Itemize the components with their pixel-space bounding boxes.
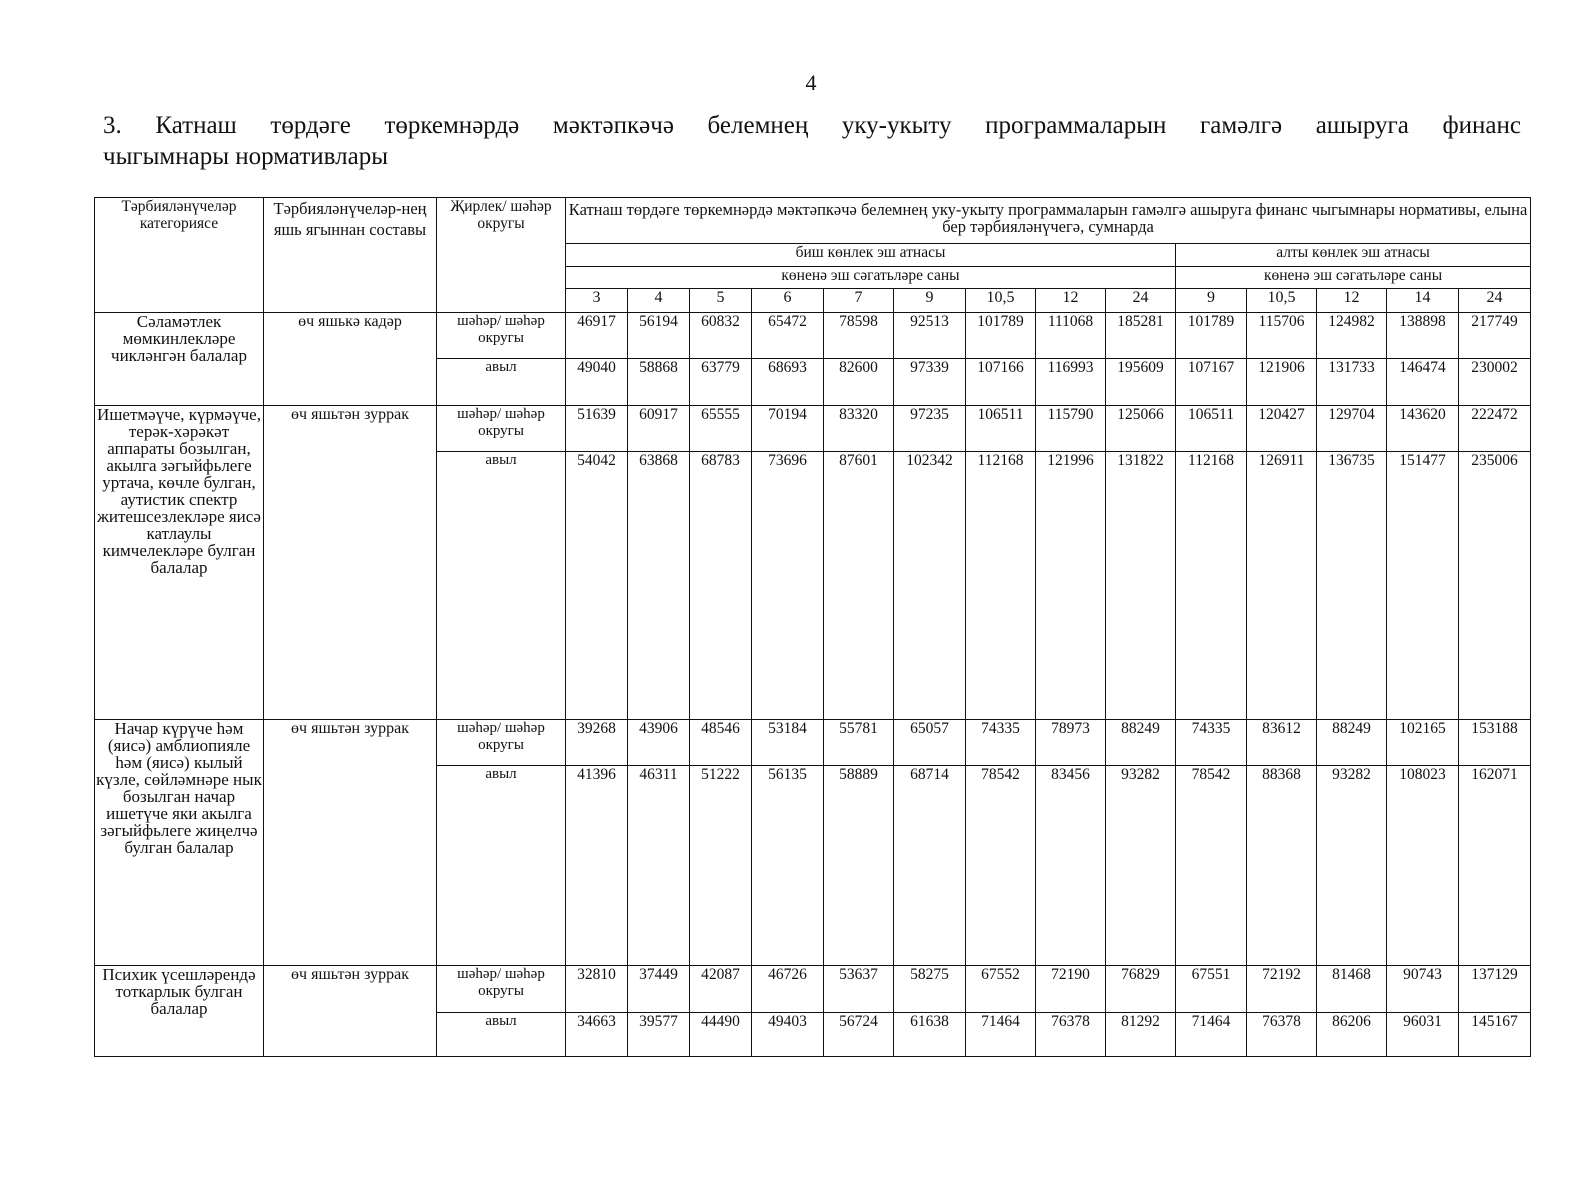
value-cell: 76378	[1036, 1012, 1106, 1056]
value-cell: 78598	[824, 313, 894, 359]
value-cell: 121996	[1036, 452, 1106, 719]
value-cell: 71464	[1176, 1012, 1247, 1056]
value-cell: 136735	[1317, 452, 1387, 719]
value-cell: 44490	[690, 1012, 752, 1056]
value-cell: 72192	[1247, 966, 1317, 1012]
value-cell: 68783	[690, 452, 752, 719]
hours-6-col: 24	[1459, 288, 1531, 312]
value-cell: 92513	[894, 313, 966, 359]
value-cell: 42087	[690, 966, 752, 1012]
value-cell: 39268	[566, 719, 628, 765]
hours-6-col: 12	[1317, 288, 1387, 312]
header-settlement: Җирлек/ шәһәр округы	[437, 198, 566, 313]
value-cell: 76378	[1247, 1012, 1317, 1056]
value-cell: 129704	[1317, 405, 1387, 451]
value-cell: 90743	[1387, 966, 1459, 1012]
finance-norms-table	[94, 197, 1531, 1057]
value-cell: 96031	[1387, 1012, 1459, 1056]
value-cell: 101789	[1176, 313, 1247, 359]
settlement-cell: авыл	[437, 766, 566, 966]
header-five-day: биш көнлек эш атнасы	[566, 244, 1176, 266]
value-cell: 51222	[690, 766, 752, 966]
value-cell: 53184	[752, 719, 824, 765]
value-cell: 56135	[752, 766, 824, 966]
document-heading-line-2: чыгымнары нормативлары	[103, 143, 389, 170]
value-cell: 68693	[752, 359, 824, 405]
value-cell: 76829	[1106, 966, 1176, 1012]
hours-5-col: 3	[566, 288, 628, 312]
value-cell: 58275	[894, 966, 966, 1012]
value-cell: 235006	[1459, 452, 1531, 719]
value-cell: 74335	[966, 719, 1036, 765]
settlement-cell: авыл	[437, 359, 566, 405]
value-cell: 111068	[1036, 313, 1106, 359]
value-cell: 106511	[966, 405, 1036, 451]
table-row	[95, 405, 1531, 451]
value-cell: 102165	[1387, 719, 1459, 765]
header-category: Тәрбияләнүчеләр категориясе	[95, 198, 264, 313]
value-cell: 53637	[824, 966, 894, 1012]
value-cell: 41396	[566, 766, 628, 966]
category-cell: Начар күрүче һәм (яисә) амблиопияле һәм (яисә) кылый күзле, сөйләмнәре нык бозылган начар ишетүче яки акылга зәгыйфьлеге жиңелчә булган балалар	[95, 719, 264, 965]
document-heading-line-1: 3. Катнаш төрдәге төркемнәрдә мәктәпкәчә белемнең уку-укыту программаларын гамәлгә ашыруга финанс	[103, 112, 1521, 139]
value-cell: 60832	[690, 313, 752, 359]
value-cell: 34663	[566, 1012, 628, 1056]
value-cell: 58889	[824, 766, 894, 966]
settlement-cell: шәһәр/ шәһәр округы	[437, 405, 566, 451]
settlement-cell: шәһәр/ шәһәр округы	[437, 313, 566, 359]
age-cell: өч яшьтән зуррак	[264, 719, 437, 965]
value-cell: 49403	[752, 1012, 824, 1056]
value-cell: 145167	[1459, 1012, 1531, 1056]
value-cell: 48546	[690, 719, 752, 765]
header-main: Катнаш төрдәге төркемнәрдә мәктәпкәчә белемнең уку-укыту программаларын гамәлгә ашыруга финанс чыгымнары нормативы, елына бер тәрбияләнүчегә, сумнарда	[566, 198, 1531, 244]
value-cell: 93282	[1317, 766, 1387, 966]
value-cell: 126911	[1247, 452, 1317, 719]
age-cell: өч яшькә кадәр	[264, 313, 437, 406]
value-cell: 195609	[1106, 359, 1176, 405]
value-cell: 185281	[1106, 313, 1176, 359]
value-cell: 63779	[690, 359, 752, 405]
value-cell: 56724	[824, 1012, 894, 1056]
hours-5-col: 6	[752, 288, 824, 312]
category-cell: Психик үсешләрендә тоткарлык булган балалар	[95, 966, 264, 1057]
settlement-cell: шәһәр/ шәһәр округы	[437, 966, 566, 1012]
value-cell: 93282	[1106, 766, 1176, 966]
header-hours-label-5: көненә эш сәгатьләре саны	[566, 266, 1176, 288]
value-cell: 112168	[1176, 452, 1247, 719]
settlement-cell: шәһәр/ шәһәр округы	[437, 719, 566, 765]
value-cell: 108023	[1387, 766, 1459, 966]
value-cell: 137129	[1459, 966, 1531, 1012]
value-cell: 51639	[566, 405, 628, 451]
hours-5-col: 9	[894, 288, 966, 312]
value-cell: 151477	[1387, 452, 1459, 719]
value-cell: 120427	[1247, 405, 1317, 451]
value-cell: 65555	[690, 405, 752, 451]
hours-5-col: 12	[1036, 288, 1106, 312]
value-cell: 143620	[1387, 405, 1459, 451]
value-cell: 67551	[1176, 966, 1247, 1012]
value-cell: 88249	[1317, 719, 1387, 765]
value-cell: 162071	[1459, 766, 1531, 966]
table-row	[95, 966, 1531, 1012]
value-cell: 83612	[1247, 719, 1317, 765]
value-cell: 43906	[628, 719, 690, 765]
value-cell: 131733	[1317, 359, 1387, 405]
value-cell: 86206	[1317, 1012, 1387, 1056]
value-cell: 131822	[1106, 452, 1176, 719]
value-cell: 222472	[1459, 405, 1531, 451]
value-cell: 73696	[752, 452, 824, 719]
value-cell: 68714	[894, 766, 966, 966]
value-cell: 74335	[1176, 719, 1247, 765]
value-cell: 56194	[628, 313, 690, 359]
value-cell: 60917	[628, 405, 690, 451]
hours-5-col: 5	[690, 288, 752, 312]
value-cell: 55781	[824, 719, 894, 765]
value-cell: 115706	[1247, 313, 1317, 359]
settlement-cell: авыл	[437, 452, 566, 719]
value-cell: 101789	[966, 313, 1036, 359]
value-cell: 72190	[1036, 966, 1106, 1012]
value-cell: 37449	[628, 966, 690, 1012]
value-cell: 138898	[1387, 313, 1459, 359]
category-cell: Сәламәтлек мөмкинлекләре чикләнгән балалар	[95, 313, 264, 406]
age-cell: өч яшьтән зуррак	[264, 966, 437, 1057]
value-cell: 71464	[966, 1012, 1036, 1056]
value-cell: 88249	[1106, 719, 1176, 765]
value-cell: 102342	[894, 452, 966, 719]
value-cell: 70194	[752, 405, 824, 451]
value-cell: 82600	[824, 359, 894, 405]
header-hours-label-6: көненә эш сәгатьләре саны	[1176, 266, 1531, 288]
value-cell: 97235	[894, 405, 966, 451]
value-cell: 46726	[752, 966, 824, 1012]
value-cell: 61638	[894, 1012, 966, 1056]
value-cell: 107166	[966, 359, 1036, 405]
value-cell: 78542	[966, 766, 1036, 966]
value-cell: 97339	[894, 359, 966, 405]
value-cell: 49040	[566, 359, 628, 405]
value-cell: 58868	[628, 359, 690, 405]
value-cell: 39577	[628, 1012, 690, 1056]
hours-5-col: 24	[1106, 288, 1176, 312]
value-cell: 116993	[1036, 359, 1106, 405]
value-cell: 78542	[1176, 766, 1247, 966]
value-cell: 124982	[1317, 313, 1387, 359]
value-cell: 121906	[1247, 359, 1317, 405]
header-age: Тәрбияләнүчеләр-нең яшь ягыннан составы	[264, 198, 437, 313]
hours-5-col: 4	[628, 288, 690, 312]
value-cell: 146474	[1387, 359, 1459, 405]
hours-5-col: 10,5	[966, 288, 1036, 312]
hours-6-col: 10,5	[1247, 288, 1317, 312]
table-row	[95, 719, 1531, 765]
value-cell: 106511	[1176, 405, 1247, 451]
table-row	[95, 313, 1531, 359]
hours-6-col: 9	[1176, 288, 1247, 312]
value-cell: 46917	[566, 313, 628, 359]
value-cell: 67552	[966, 966, 1036, 1012]
value-cell: 46311	[628, 766, 690, 966]
value-cell: 78973	[1036, 719, 1106, 765]
page-number: 4	[805, 70, 817, 95]
value-cell: 88368	[1247, 766, 1317, 966]
value-cell: 83456	[1036, 766, 1106, 966]
value-cell: 32810	[566, 966, 628, 1012]
value-cell: 115790	[1036, 405, 1106, 451]
value-cell: 83320	[824, 405, 894, 451]
value-cell: 87601	[824, 452, 894, 719]
value-cell: 217749	[1459, 313, 1531, 359]
value-cell: 81468	[1317, 966, 1387, 1012]
value-cell: 63868	[628, 452, 690, 719]
header-six-day: алты көнлек эш атнасы	[1176, 244, 1531, 266]
hours-5-col: 7	[824, 288, 894, 312]
value-cell: 112168	[966, 452, 1036, 719]
value-cell: 65057	[894, 719, 966, 765]
value-cell: 230002	[1459, 359, 1531, 405]
value-cell: 125066	[1106, 405, 1176, 451]
age-cell: өч яшьтән зуррак	[264, 405, 437, 719]
settlement-cell: авыл	[437, 1012, 566, 1056]
value-cell: 153188	[1459, 719, 1531, 765]
value-cell: 54042	[566, 452, 628, 719]
hours-6-col: 14	[1387, 288, 1459, 312]
value-cell: 81292	[1106, 1012, 1176, 1056]
value-cell: 107167	[1176, 359, 1247, 405]
category-cell: Ишетмәүче, күрмәүче, терәк-хәрәкәт аппараты бозылган, акылга зәгыйфьлеге уртача, көчле булган, аутистик спектр житешсезлекләре яисә катлаулы кимчелекләре булган балалар	[95, 405, 264, 719]
value-cell: 65472	[752, 313, 824, 359]
